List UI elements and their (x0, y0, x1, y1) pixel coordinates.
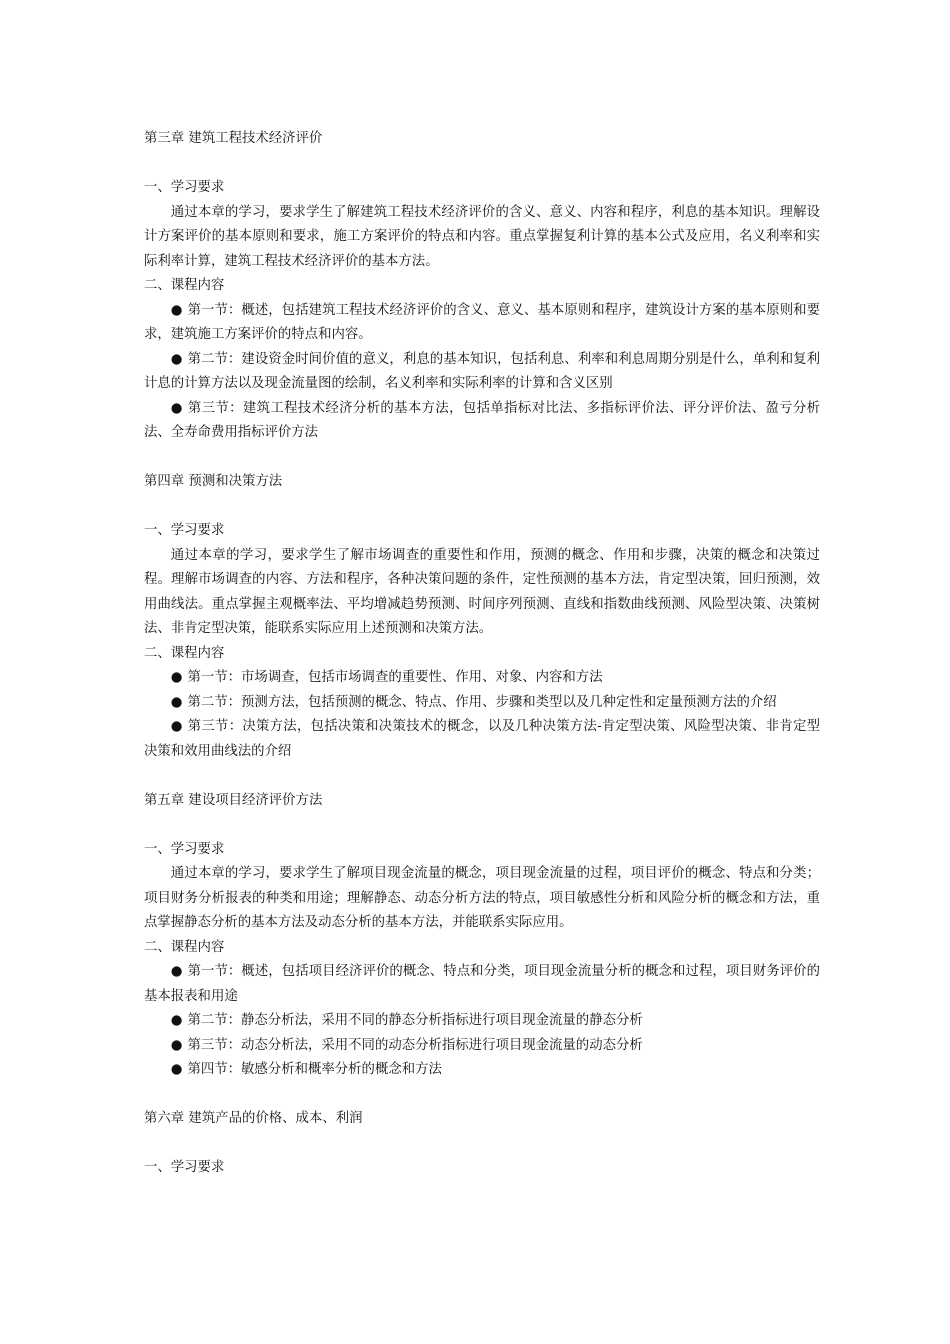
bullet-icon: ● (170, 1013, 183, 1028)
list-item: ● 第二节：建设资金时间价值的意义，利息的基本知识，包括利息、利率和利息周期分别是什么，单利和复利计息的计算方法以及现金流量图的绘制，名义利率和实际利率的计算和含义区别 (144, 351, 821, 391)
bullet-icon: ● (170, 964, 183, 979)
list-item: ● 第二节：预测方法，包括预测的概念、特点、作用、步骤和类型以及几种定性和定量预测方法的介绍 (170, 694, 777, 710)
bullet-icon: ● (170, 1037, 183, 1053)
requirements-paragraph: 通过本章的学习，要求学生了解建筑工程技术经济评价的含义、意义、内容和程序，利息的基本知识。理解设计方案评价的基本原则和要求，施工方案评价的特点和内容。重点掌握复利计算的基本公式及应用，名义利率和实际利率计算，建筑工程技术经济评价的基本方法。 (144, 204, 820, 269)
bullet-icon: ● (170, 351, 183, 367)
section-heading-content: 二、课程内容 (144, 939, 225, 955)
bullet-icon: ● (170, 719, 183, 734)
list-item: ● 第一节：市场调查，包括市场调查的重要性、作用、对象、内容和方法 (170, 670, 603, 685)
chapter-title: 第五章 建设项目经济评价方法 (144, 792, 323, 808)
list-item: ● 第四节：敏感分析和概率分析的概念和方法 (170, 1062, 442, 1077)
bullet-icon: ● (170, 400, 183, 416)
section-heading-content: 二、课程内容 (144, 278, 225, 293)
section-heading-content: 二、课程内容 (144, 645, 225, 661)
section-heading-requirements: 一、学习要求 (144, 841, 225, 857)
chapter-title: 第三章 建筑工程技术经济评价 (144, 131, 323, 146)
document-body (144, 127, 820, 1181)
chapter-title: 第六章 建筑产品的价格、成本、利润 (144, 1111, 363, 1126)
list-item: ● 第三节：建筑工程技术经济分析的基本方法，包括单指标对比法、多指标评价法、评分评价法、盈亏分析法、全寿命费用指标评价方法 (144, 400, 820, 440)
list-item: ● 第一节：概述，包括项目经济评价的概念、特点和分类，项目现金流量分析的概念和过程，项目财务评价的基本报表和用途 (144, 964, 821, 1004)
requirements-paragraph: 通过本章的学习，要求学生了解市场调查的重要性和作用，预测的概念、作用和步骤，决策的概念和决策过程。理解市场调查的内容、方法和程序，各种决策问题的条件，定性预测的基本方法，肯定型决策，回归预测，效用曲线法。重点掌握主观概率法、平均增减趋势预测、时间序列预测、直线和指数曲线预测、风险型决策、决策树法、非肯定型决策，能联系实际应用上述预测和决策方法。 (144, 547, 820, 636)
section-heading-requirements: 一、学习要求 (144, 180, 225, 195)
chapter-4 (144, 470, 820, 789)
bullet-icon: ● (170, 302, 183, 318)
requirements-paragraph: 通过本章的学习，要求学生了解项目现金流量的概念，项目现金流量的过程，项目评价的概念、特点和分类；项目财务分析报表的种类和用途；理解静态、动态分析方法的特点，项目敏感性分析和风险分析的概念和方法，重点掌握静态分析的基本方法及动态分析的基本方法，并能联系实际应用。 (144, 866, 820, 930)
chapter-5 (144, 789, 820, 1108)
chapter-6 (144, 1107, 820, 1181)
section-heading-requirements: 一、学习要求 (144, 1160, 225, 1175)
chapter-3 (144, 127, 820, 470)
list-item: ● 第二节：静态分析法，采用不同的静态分析指标进行项目现金流量的静态分析 (170, 1013, 643, 1028)
list-item: ● 第一节：概述，包括建筑工程技术经济评价的含义、意义、基本原则和程序，建筑设计方案的基本原则和要求，建筑施工方案评价的特点和内容。 (144, 302, 821, 342)
bullet-icon: ● (170, 670, 183, 685)
chapter-title: 第四章 预测和决策方法 (144, 474, 283, 489)
bullet-icon: ● (170, 694, 183, 710)
section-heading-requirements: 一、学习要求 (144, 523, 225, 538)
list-item: ● 第三节：决策方法，包括决策和决策技术的概念，以及几种决策方法-肯定型决策、风险型决策、非肯定型决策和效用曲线法的介绍 (144, 719, 820, 759)
bullet-icon: ● (170, 1062, 183, 1077)
list-item: ● 第三节：动态分析法，采用不同的动态分析指标进行项目现金流量的动态分析 (170, 1037, 643, 1053)
